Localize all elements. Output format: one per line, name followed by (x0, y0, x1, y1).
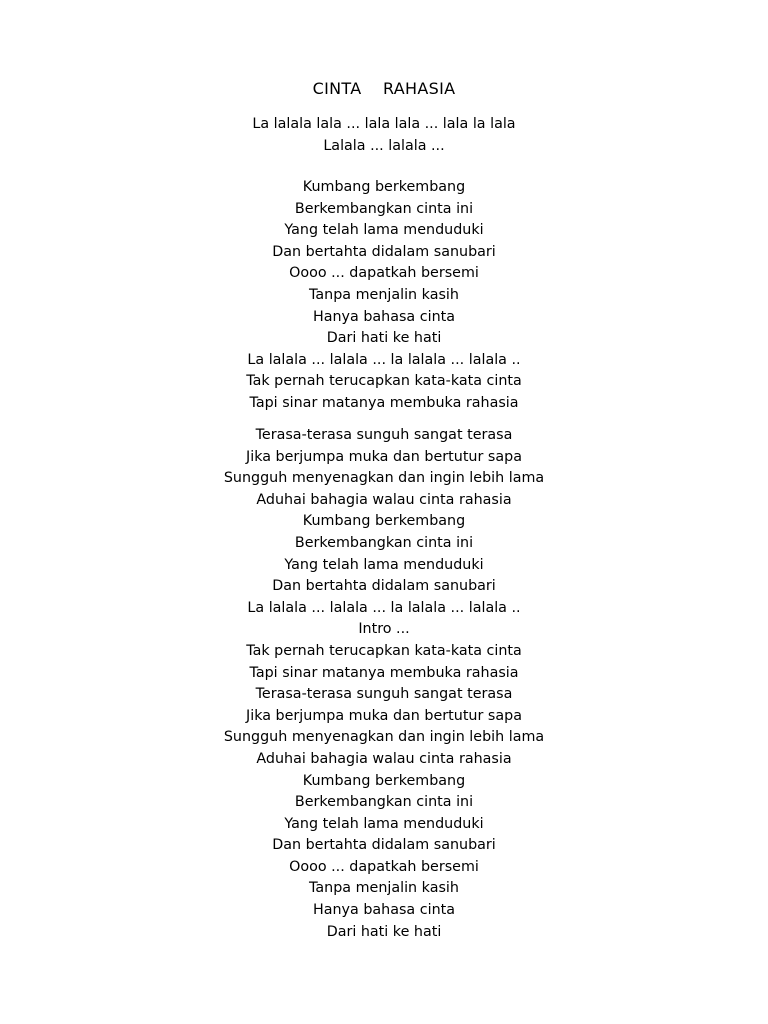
lyric-line: Tapi sinar matanya membuka rahasia (249, 664, 519, 681)
lyric-line: Kumbang berkembang (302, 772, 466, 789)
lyric-line: Tak pernah terucapkan kata-kata cinta (246, 373, 522, 390)
lyric-line: Tanpa menjalin kasih (309, 880, 459, 897)
lyric-line: Oooo ... dapatkah bersemi (289, 265, 479, 282)
lyric-line: Kumbang berkembang (302, 179, 466, 195)
lyric-line: Yang telah lama menduduki (284, 222, 484, 239)
lyric-line: Oooo ... dapatkah bersemi (289, 858, 479, 875)
lyric-line: Aduhai bahagia walau cinta rahasia (256, 491, 512, 508)
lyric-line: Kumbang berkembang (302, 513, 466, 530)
lyric-line: Sungguh menyenagkan dan ingin lebih lama (223, 729, 545, 746)
stanza-intro (0, 114, 768, 157)
lyric-line: Hanya bahasa cinta (312, 902, 455, 919)
lyric-line: Berkembangkan cinta ini (294, 534, 474, 551)
lyric-line: La lalala ... lalala ... la lalala ... lalala .. (247, 351, 521, 368)
lyric-line: Dan bertahta didalam sanubari (272, 837, 496, 854)
lyric-line: Lalala ... lalala ... (323, 137, 445, 154)
stanza-verse-1 (0, 177, 768, 415)
lyric-line: Berkembangkan cinta ini (294, 200, 474, 217)
lyric-line: Yang telah lama menduduki (284, 556, 484, 573)
lyric-line: Tapi sinar matanya membuka rahasia (249, 394, 519, 411)
lyric-line: Tak pernah terucapkan kata-kata cinta (246, 642, 522, 659)
lyric-line: La lalala ... lalala ... la lalala ... lalala .. (247, 599, 521, 616)
lyric-line: Sungguh menyenagkan dan ingin lebih lama (223, 470, 545, 487)
lyric-line: Jika berjumpa muka dan bertutur sapa (246, 448, 522, 465)
lyric-line: Hanya bahasa cinta (312, 308, 455, 325)
lyric-line: Dari hati ke hati (326, 923, 442, 940)
lyric-line: Yang telah lama menduduki (284, 815, 484, 832)
lyric-line: Aduhai bahagia walau cinta rahasia (256, 750, 512, 767)
lyric-line: Dan bertahta didalam sanubari (272, 243, 496, 260)
lyric-line: Tanpa menjalin kasih (309, 286, 459, 303)
lyric-line: Terasa-terasa sunguh sangat terasa (255, 686, 513, 703)
lyric-line: Jika berjumpa muka dan bertutur sapa (246, 707, 522, 724)
lyric-line: La lalala lala ... lala lala ... lala la lala (252, 116, 516, 132)
lyric-line: Dan bertahta didalam sanubari (272, 578, 496, 595)
song-title: CINTA RAHASIA (312, 79, 456, 98)
lyric-line: Terasa-terasa sunguh sangat terasa (255, 427, 513, 443)
stanza-verse-2 (0, 425, 768, 943)
lyric-line: Intro ... (358, 621, 410, 638)
lyric-line: Dari hati ke hati (326, 330, 442, 347)
lyric-line: Berkembangkan cinta ini (294, 794, 474, 811)
